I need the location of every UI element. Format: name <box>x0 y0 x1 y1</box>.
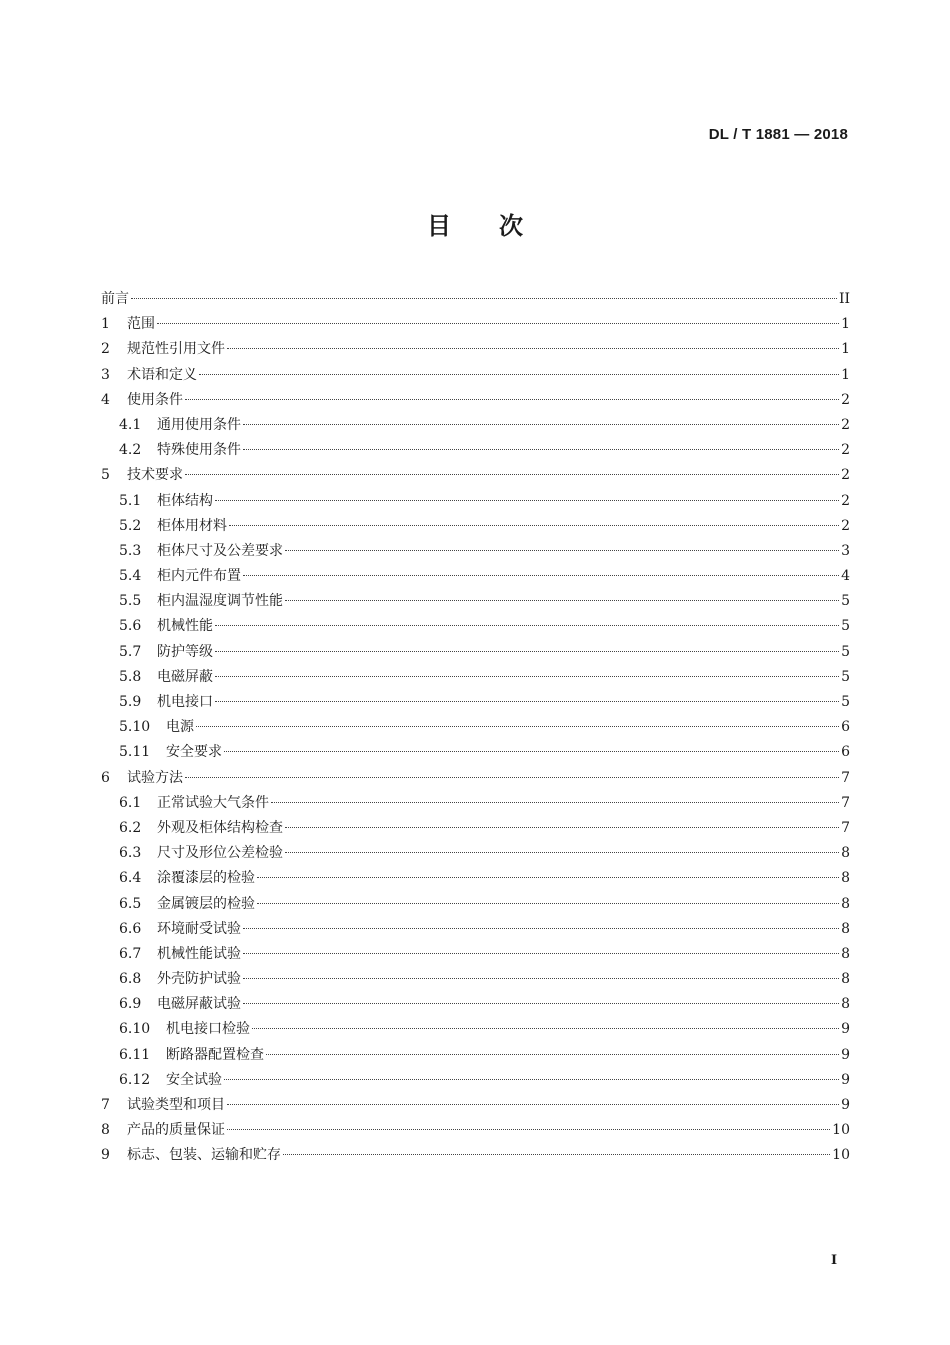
toc-entry-page: 1 <box>841 341 850 358</box>
toc-entry-label: 范围 <box>127 316 155 333</box>
toc-entry-number: 6.6 <box>119 920 142 937</box>
toc-dot-leader <box>243 574 839 576</box>
toc-entry-page: 7 <box>841 794 850 811</box>
toc-entry-page: 2 <box>841 517 850 534</box>
toc-entry[interactable] <box>101 614 850 639</box>
toc-entry-label: 柜内元件布置 <box>157 568 241 585</box>
toc-entry-number: 5.6 <box>119 618 142 635</box>
toc-dot-leader <box>224 1078 839 1080</box>
toc-entry-page: II <box>838 291 850 307</box>
toc-entry[interactable] <box>101 816 850 841</box>
toc-dot-leader <box>257 876 839 878</box>
toc-entry-page: 8 <box>841 920 850 937</box>
toc-entry-page: 5 <box>841 668 850 685</box>
toc-entry-number: 6.12 <box>119 1071 151 1088</box>
toc-dot-leader <box>215 675 839 677</box>
toc-entry-number: 6.9 <box>119 996 142 1013</box>
toc-entry[interactable] <box>101 489 850 514</box>
toc-entry-label: 试验类型和项目 <box>127 1097 225 1113</box>
toc-entry[interactable] <box>101 287 850 312</box>
toc-entry-number: 4.2 <box>119 442 142 459</box>
toc-entry-page: 4 <box>841 568 850 585</box>
toc-entry-label: 机械性能 <box>157 618 213 635</box>
toc-dot-leader <box>227 1128 830 1130</box>
toc-dot-leader <box>243 927 839 929</box>
toc-entry-label: 术语和定义 <box>127 366 197 383</box>
toc-entry-number: 8 <box>101 1122 110 1139</box>
toc-entry[interactable] <box>101 1143 850 1168</box>
toc-entry-number: 5.4 <box>119 568 142 585</box>
toc-entry[interactable] <box>101 1043 850 1068</box>
toc-entry[interactable] <box>101 564 850 589</box>
toc-entry-page: 8 <box>841 996 850 1013</box>
toc-entry-page: 9 <box>841 1097 850 1113</box>
toc-entry[interactable] <box>101 438 850 463</box>
toc-entry-label: 安全要求 <box>166 744 222 761</box>
toc-entry-number: 2 <box>101 341 110 358</box>
toc-entry-page: 2 <box>841 492 850 509</box>
toc-dot-leader <box>257 902 839 904</box>
toc-entry-label: 正常试验大气条件 <box>157 794 269 811</box>
toc-entry-page: 2 <box>841 416 850 433</box>
toc-entry-label: 标志、包装、运输和贮存 <box>127 1147 281 1164</box>
toc-entry-number: 7 <box>101 1097 110 1113</box>
toc-entry-label: 技术要求 <box>127 467 183 484</box>
toc-dot-leader <box>271 801 839 803</box>
toc-entry-page: 2 <box>841 442 850 459</box>
toc-entry-label: 尺寸及形位公差检验 <box>157 845 283 862</box>
toc-dot-leader <box>157 322 839 324</box>
toc-dot-leader <box>285 826 839 828</box>
toc-dot-leader <box>224 750 839 752</box>
toc-entry-label: 外观及柜体结构检查 <box>157 819 283 836</box>
toc-entry-number: 6.8 <box>119 971 142 988</box>
toc-entry-label: 金属镀层的检验 <box>157 895 255 912</box>
toc-entry[interactable] <box>101 942 850 967</box>
toc-entry-number: 5.5 <box>119 593 142 610</box>
toc-entry[interactable] <box>101 917 850 942</box>
toc-entry-label: 机电接口 <box>157 694 213 710</box>
toc-entry-number: 5.11 <box>119 744 151 761</box>
toc-entry-label: 规范性引用文件 <box>127 341 225 358</box>
toc-entry[interactable] <box>101 413 850 438</box>
toc-entry[interactable] <box>101 967 850 992</box>
toc-entry[interactable] <box>101 463 850 488</box>
toc-entry-page: 8 <box>841 971 850 988</box>
toc-dot-leader <box>266 1053 839 1055</box>
toc-entry-page: 9 <box>841 1021 850 1038</box>
toc-entry-label: 环境耐受试验 <box>157 920 241 937</box>
toc-entry-label: 涂覆漆层的检验 <box>157 870 255 887</box>
toc-entry-number: 6 <box>101 769 110 786</box>
toc-entry[interactable] <box>101 640 850 665</box>
document-code: DL / T 1881 — 2018 <box>708 126 848 143</box>
toc-entry-page: 1 <box>841 316 850 333</box>
toc-entry-page: 1 <box>841 366 850 383</box>
toc-dot-leader <box>131 297 837 299</box>
toc-dot-leader <box>243 448 839 450</box>
toc-entry-page: 5 <box>841 694 850 710</box>
toc-entry-number: 5.2 <box>119 517 142 534</box>
toc-entry-label: 柜体尺寸及公差要求 <box>157 542 283 559</box>
toc-entry-page: 7 <box>841 819 850 836</box>
toc-entry-page: 10 <box>832 1122 850 1139</box>
toc-dot-leader <box>227 1103 839 1105</box>
toc-entry-number: 5.1 <box>119 492 142 509</box>
toc-entry[interactable] <box>101 589 850 614</box>
toc-entry-number: 6.5 <box>119 895 142 912</box>
toc-entry-number: 6.11 <box>119 1046 151 1063</box>
toc-dot-leader <box>215 650 839 652</box>
toc-entry[interactable] <box>101 337 850 362</box>
toc-dot-leader <box>252 1027 839 1029</box>
toc-entry-label: 产品的质量保证 <box>127 1122 225 1139</box>
toc-entry-number: 6.4 <box>119 870 142 887</box>
toc-entry-label: 前言 <box>101 291 129 307</box>
toc-entry-label: 电磁屏蔽试验 <box>157 996 241 1013</box>
toc-dot-leader <box>199 373 839 375</box>
toc-dot-leader <box>215 700 839 702</box>
toc-entry-page: 6 <box>841 744 850 761</box>
toc-entry-number: 6.2 <box>119 819 142 836</box>
toc-entry-page: 2 <box>841 467 850 484</box>
toc-entry-page: 8 <box>841 895 850 912</box>
toc-entry[interactable] <box>101 992 850 1017</box>
toc-entry-label: 防护等级 <box>157 643 213 660</box>
toc-entry-page: 5 <box>841 643 850 660</box>
toc-entry-page: 8 <box>841 945 850 962</box>
toc-entry-number: 9 <box>101 1147 110 1164</box>
toc-dot-leader <box>285 549 839 551</box>
toc-entry-page: 3 <box>841 542 850 559</box>
toc-entry-number: 1 <box>101 316 110 333</box>
toc-entry-label: 安全试验 <box>166 1071 222 1088</box>
toc-entry-number: 5.9 <box>119 694 142 710</box>
toc-dot-leader <box>243 977 839 979</box>
toc-dot-leader <box>229 524 839 526</box>
toc-entry-number: 5.8 <box>119 668 142 685</box>
toc-dot-leader <box>185 398 839 400</box>
toc-entry-page: 10 <box>832 1147 850 1164</box>
toc-entry[interactable] <box>101 766 850 791</box>
toc-dot-leader <box>283 1153 830 1155</box>
toc-entry[interactable] <box>101 388 850 413</box>
toc-entry[interactable] <box>101 1068 850 1093</box>
toc-dot-leader <box>185 776 839 778</box>
toc-entry-label: 电磁屏蔽 <box>157 668 213 685</box>
toc-entry-number: 5.3 <box>119 542 142 559</box>
toc-entry[interactable] <box>101 1093 850 1118</box>
page-title: 目次 <box>427 212 571 240</box>
toc-entry-number: 3 <box>101 366 110 383</box>
toc-entry[interactable] <box>101 690 850 715</box>
toc-entry-label: 特殊使用条件 <box>157 442 241 459</box>
toc-entry[interactable] <box>101 715 850 740</box>
toc-entry-number: 6.7 <box>119 945 142 962</box>
toc-entry-page: 8 <box>841 845 850 862</box>
toc-entry[interactable] <box>101 740 850 765</box>
toc-entry[interactable] <box>101 312 850 337</box>
toc-entry-page: 9 <box>841 1046 850 1063</box>
toc-entry[interactable] <box>101 791 850 816</box>
toc-dot-leader <box>243 952 839 954</box>
page-number: I <box>831 1253 838 1268</box>
toc-entry[interactable] <box>101 514 850 539</box>
toc-entry-number: 6.3 <box>119 845 142 862</box>
toc-entry-label: 通用使用条件 <box>157 416 241 433</box>
toc-dot-leader <box>243 423 839 425</box>
toc-entry-label: 柜内温湿度调节性能 <box>157 593 283 610</box>
toc-entry[interactable] <box>101 866 850 891</box>
toc-dot-leader <box>227 347 839 349</box>
toc-entry[interactable] <box>101 665 850 690</box>
toc-entry-number: 4 <box>101 391 110 408</box>
table-of-contents <box>101 287 850 1169</box>
toc-dot-leader <box>243 1002 839 1004</box>
toc-entry-page: 2 <box>841 391 850 408</box>
toc-entry-label: 外壳防护试验 <box>157 971 241 988</box>
toc-entry-label: 机械性能试验 <box>157 945 241 962</box>
toc-entry-number: 6.1 <box>119 794 142 811</box>
toc-entry-label: 柜体用材料 <box>157 517 227 534</box>
toc-entry-label: 机电接口检验 <box>166 1021 250 1038</box>
toc-entry-page: 9 <box>841 1071 850 1088</box>
toc-entry-label: 试验方法 <box>127 769 183 786</box>
toc-entry-page: 7 <box>841 769 850 786</box>
toc-entry-number: 5.7 <box>119 643 142 660</box>
toc-entry[interactable] <box>101 1118 850 1143</box>
toc-entry-page: 5 <box>841 618 850 635</box>
toc-dot-leader <box>185 473 839 475</box>
toc-dot-leader <box>215 624 839 626</box>
toc-entry-label: 断路器配置检查 <box>166 1046 264 1063</box>
toc-entry-label: 电源 <box>166 719 194 736</box>
toc-entry-label: 使用条件 <box>127 391 183 408</box>
toc-entry-number: 5.10 <box>119 719 151 736</box>
toc-entry[interactable] <box>101 892 850 917</box>
toc-entry-page: 5 <box>841 593 850 610</box>
toc-dot-leader <box>285 851 839 853</box>
toc-entry[interactable] <box>101 1017 850 1042</box>
toc-entry-label: 柜体结构 <box>157 492 213 509</box>
toc-entry-page: 6 <box>841 719 850 736</box>
toc-dot-leader <box>196 725 839 727</box>
toc-entry[interactable] <box>101 363 850 388</box>
toc-entry-number: 4.1 <box>119 416 142 433</box>
toc-dot-leader <box>285 599 839 601</box>
toc-entry-page: 8 <box>841 870 850 887</box>
toc-entry-number: 5 <box>101 467 110 484</box>
toc-entry[interactable] <box>101 539 850 564</box>
toc-entry[interactable] <box>101 841 850 866</box>
toc-entry-number: 6.10 <box>119 1021 151 1038</box>
toc-dot-leader <box>215 499 839 501</box>
